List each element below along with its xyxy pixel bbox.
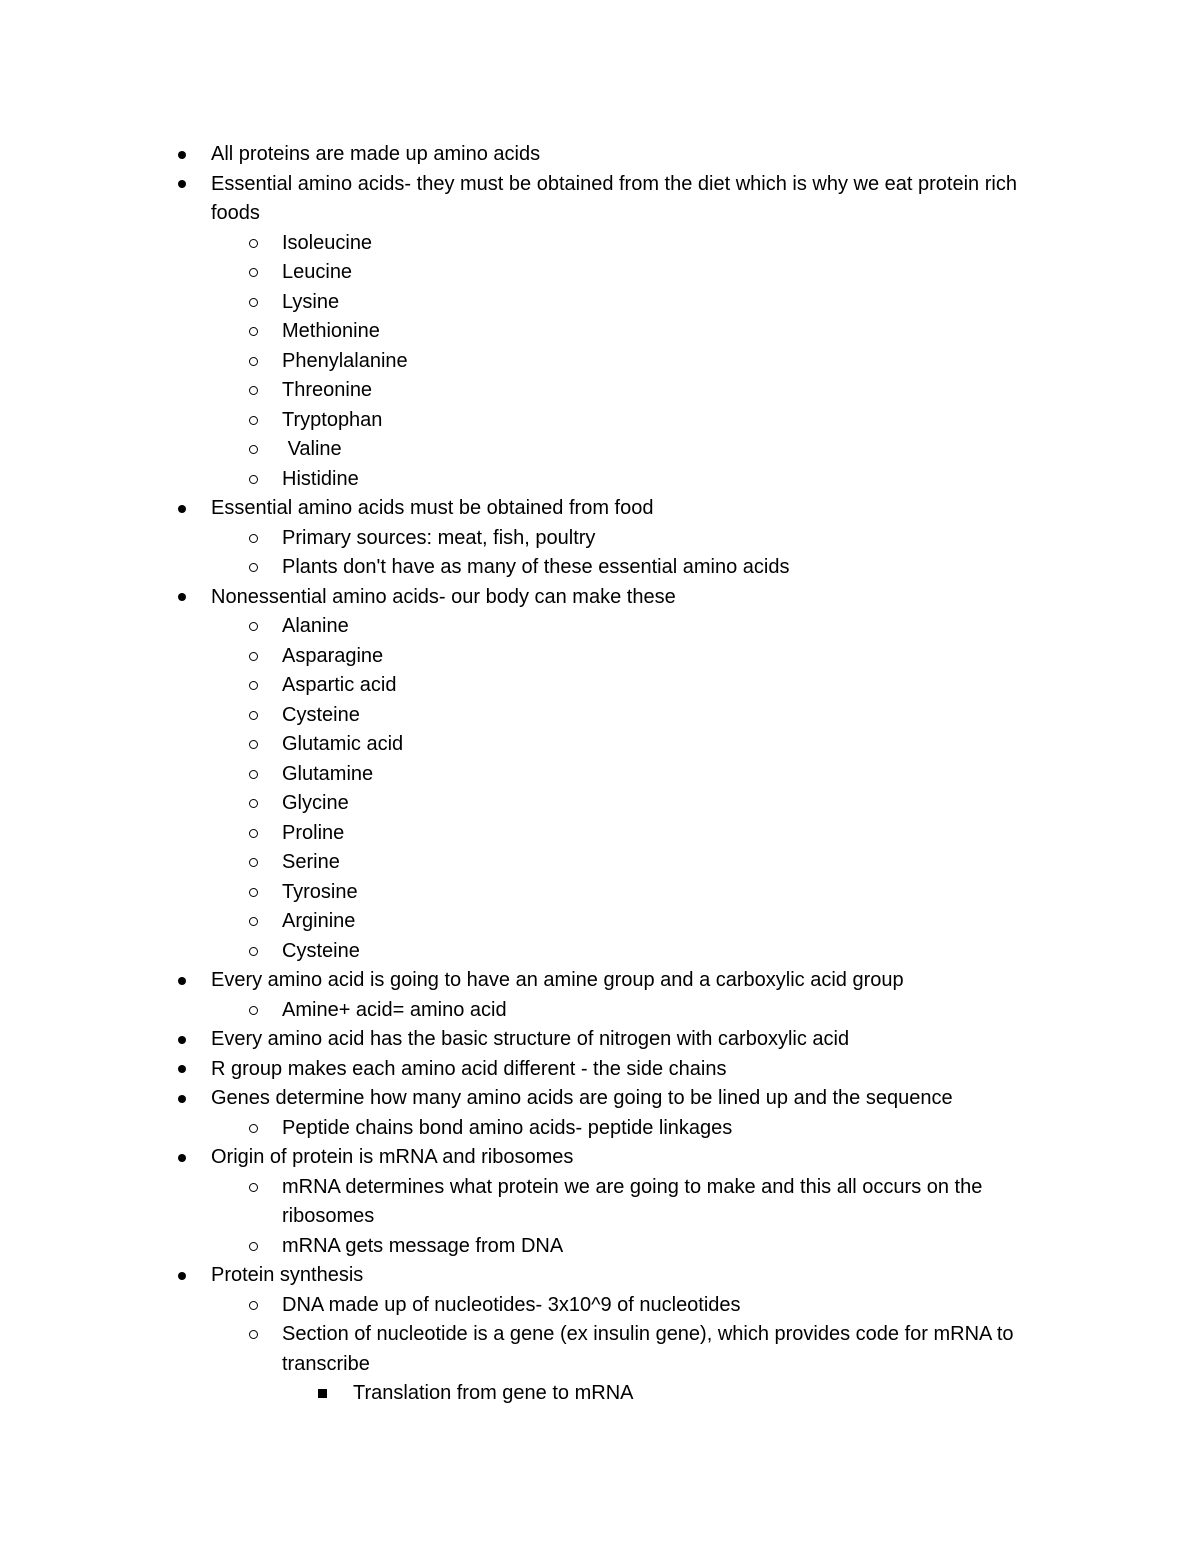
hollow-circle-bullet-icon bbox=[249, 1232, 258, 1262]
list-item-text: Every amino acid has the basic structure of nitrogen with carboxylic acid bbox=[211, 1028, 850, 1050]
list-item bbox=[0, 258, 1052, 288]
list-item-text: Phenylalanine bbox=[282, 349, 408, 372]
list-item bbox=[0, 288, 1052, 318]
hollow-circle-bullet-icon bbox=[249, 878, 258, 908]
list-item bbox=[0, 406, 1052, 436]
list-item bbox=[0, 170, 1051, 229]
list-item-text: Cysteine bbox=[282, 703, 360, 726]
list-item-text: Alanine bbox=[282, 615, 349, 637]
filled-disc-bullet-icon bbox=[178, 1143, 186, 1173]
list-item-text: mRNA gets message from DNA bbox=[282, 1234, 564, 1257]
filled-square-bullet-icon bbox=[318, 1379, 327, 1409]
list-item bbox=[0, 1291, 1052, 1321]
hollow-circle-bullet-icon bbox=[249, 553, 258, 583]
list-item-text: Threonine bbox=[282, 379, 373, 401]
list-item-text: Essential amino acids- they must be obtained from the diet which is why we eat protein rich foods bbox=[211, 172, 1023, 224]
list-item bbox=[0, 465, 1052, 495]
list-item bbox=[0, 819, 1052, 849]
filled-disc-bullet-icon bbox=[178, 1055, 186, 1085]
list-item-text: Methionine bbox=[282, 320, 380, 342]
list-item-text: Every amino acid is going to have an amine group and a carboxylic acid group bbox=[211, 969, 904, 991]
hollow-circle-bullet-icon bbox=[249, 996, 258, 1026]
list-item bbox=[0, 760, 1052, 790]
list-item bbox=[0, 435, 1052, 465]
list-item-text: Asparagine bbox=[282, 644, 384, 667]
list-item bbox=[0, 848, 1052, 878]
hollow-circle-bullet-icon bbox=[249, 760, 258, 790]
filled-disc-bullet-icon bbox=[178, 140, 186, 170]
list-item-text: Peptide chains bond amino acids- peptide linkages bbox=[282, 1116, 733, 1139]
list-item-text: Glutamine bbox=[282, 762, 374, 785]
filled-disc-bullet-icon bbox=[178, 170, 186, 200]
list-item-text: Cysteine bbox=[282, 939, 360, 962]
hollow-circle-bullet-icon bbox=[249, 1173, 258, 1203]
list-item-text: Glycine bbox=[282, 792, 349, 814]
filled-disc-bullet-icon bbox=[178, 1261, 186, 1291]
list-item bbox=[0, 1114, 1052, 1144]
hollow-circle-bullet-icon bbox=[249, 730, 258, 760]
hollow-circle-bullet-icon bbox=[249, 819, 258, 849]
hollow-circle-bullet-icon bbox=[249, 524, 258, 554]
hollow-circle-bullet-icon bbox=[249, 229, 258, 259]
hollow-circle-bullet-icon bbox=[249, 1114, 258, 1144]
hollow-circle-bullet-icon bbox=[249, 406, 258, 436]
list-item-text: Nonessential amino acids- our body can make these bbox=[211, 585, 676, 608]
hollow-circle-bullet-icon bbox=[249, 789, 258, 819]
hollow-circle-bullet-icon bbox=[249, 701, 258, 731]
filled-disc-bullet-icon bbox=[178, 1025, 186, 1055]
hollow-circle-bullet-icon bbox=[249, 376, 258, 406]
hollow-circle-bullet-icon bbox=[249, 317, 258, 347]
list-item bbox=[0, 524, 1052, 554]
list-item-text: mRNA determines what protein we are going to make and this all occurs on the ribosomes bbox=[282, 1175, 988, 1227]
list-item-text: Aspartic acid bbox=[282, 674, 397, 696]
list-item bbox=[0, 671, 1052, 701]
list-item bbox=[0, 878, 1052, 908]
list-item-text: Valine bbox=[282, 438, 342, 460]
hollow-circle-bullet-icon bbox=[249, 288, 258, 318]
list-item bbox=[0, 1379, 1053, 1409]
filled-disc-bullet-icon bbox=[178, 583, 186, 613]
list-item bbox=[0, 494, 1051, 524]
list-item-text: Primary sources: meat, fish, poultry bbox=[282, 526, 596, 549]
list-item-text: R group makes each amino acid different - the side chains bbox=[211, 1057, 727, 1080]
list-item-text: Histidine bbox=[282, 467, 359, 490]
list-item bbox=[0, 376, 1052, 406]
list-item-text: Section of nucleotide is a gene (ex insulin gene), which provides code for mRNA to transcribe bbox=[282, 1323, 1020, 1375]
list-item bbox=[0, 1055, 1051, 1085]
list-item bbox=[0, 789, 1052, 819]
list-item-text: Translation from gene to mRNA bbox=[353, 1382, 634, 1404]
list-item bbox=[0, 347, 1052, 377]
list-item bbox=[0, 1025, 1051, 1055]
list-item bbox=[0, 701, 1052, 731]
hollow-circle-bullet-icon bbox=[249, 1291, 258, 1321]
list-item-text: Arginine bbox=[282, 910, 356, 932]
list-item bbox=[0, 612, 1052, 642]
filled-disc-bullet-icon bbox=[178, 966, 186, 996]
hollow-circle-bullet-icon bbox=[249, 1320, 258, 1350]
list-item bbox=[0, 229, 1052, 259]
hollow-circle-bullet-icon bbox=[249, 435, 258, 465]
list-item-text: Lysine bbox=[282, 290, 340, 313]
list-item bbox=[0, 642, 1052, 672]
hollow-circle-bullet-icon bbox=[249, 465, 258, 495]
list-item-text: DNA made up of nucleotides- 3x10^9 of nucleotides bbox=[282, 1293, 741, 1316]
list-item bbox=[0, 1232, 1052, 1262]
list-item-text: Tryptophan bbox=[282, 408, 383, 431]
filled-disc-bullet-icon bbox=[178, 494, 186, 524]
list-item bbox=[0, 317, 1052, 347]
list-item bbox=[0, 996, 1052, 1026]
list-item bbox=[0, 730, 1052, 760]
list-item bbox=[0, 937, 1052, 967]
list-item-text: All proteins are made up amino acids bbox=[211, 143, 541, 165]
list-item bbox=[0, 553, 1052, 583]
list-item bbox=[0, 966, 1051, 996]
filled-disc-bullet-icon bbox=[178, 1084, 186, 1114]
hollow-circle-bullet-icon bbox=[249, 258, 258, 288]
list-item-text: Glutamic acid bbox=[282, 733, 404, 755]
list-item-text: Isoleucine bbox=[282, 231, 373, 254]
hollow-circle-bullet-icon bbox=[249, 848, 258, 878]
list-item bbox=[0, 1173, 1052, 1232]
notes-document bbox=[0, 140, 1200, 1409]
hollow-circle-bullet-icon bbox=[249, 907, 258, 937]
list-item bbox=[0, 140, 1051, 170]
list-item bbox=[0, 1084, 1051, 1114]
list-item-text: Essential amino acids must be obtained from food bbox=[211, 497, 654, 519]
list-item-text: Plants don't have as many of these essential amino acids bbox=[282, 556, 790, 578]
hollow-circle-bullet-icon bbox=[249, 671, 258, 701]
list-item bbox=[0, 1261, 1051, 1291]
list-item bbox=[0, 1320, 1052, 1379]
list-item bbox=[0, 583, 1051, 613]
list-item-text: Leucine bbox=[282, 261, 353, 283]
list-item-text: Amine+ acid= amino acid bbox=[282, 998, 507, 1021]
hollow-circle-bullet-icon bbox=[249, 347, 258, 377]
list-item bbox=[0, 907, 1052, 937]
list-item-text: Serine bbox=[282, 851, 340, 873]
list-item-text: Proline bbox=[282, 821, 345, 844]
list-item-text: Origin of protein is mRNA and ribosomes bbox=[211, 1146, 574, 1168]
hollow-circle-bullet-icon bbox=[249, 612, 258, 642]
hollow-circle-bullet-icon bbox=[249, 642, 258, 672]
list-item-text: Genes determine how many amino acids are going to be lined up and the sequence bbox=[211, 1087, 953, 1109]
list-item-text: Tyrosine bbox=[282, 880, 358, 903]
list-item-text: Protein synthesis bbox=[211, 1264, 364, 1286]
hollow-circle-bullet-icon bbox=[249, 937, 258, 967]
list-item bbox=[0, 1143, 1051, 1173]
